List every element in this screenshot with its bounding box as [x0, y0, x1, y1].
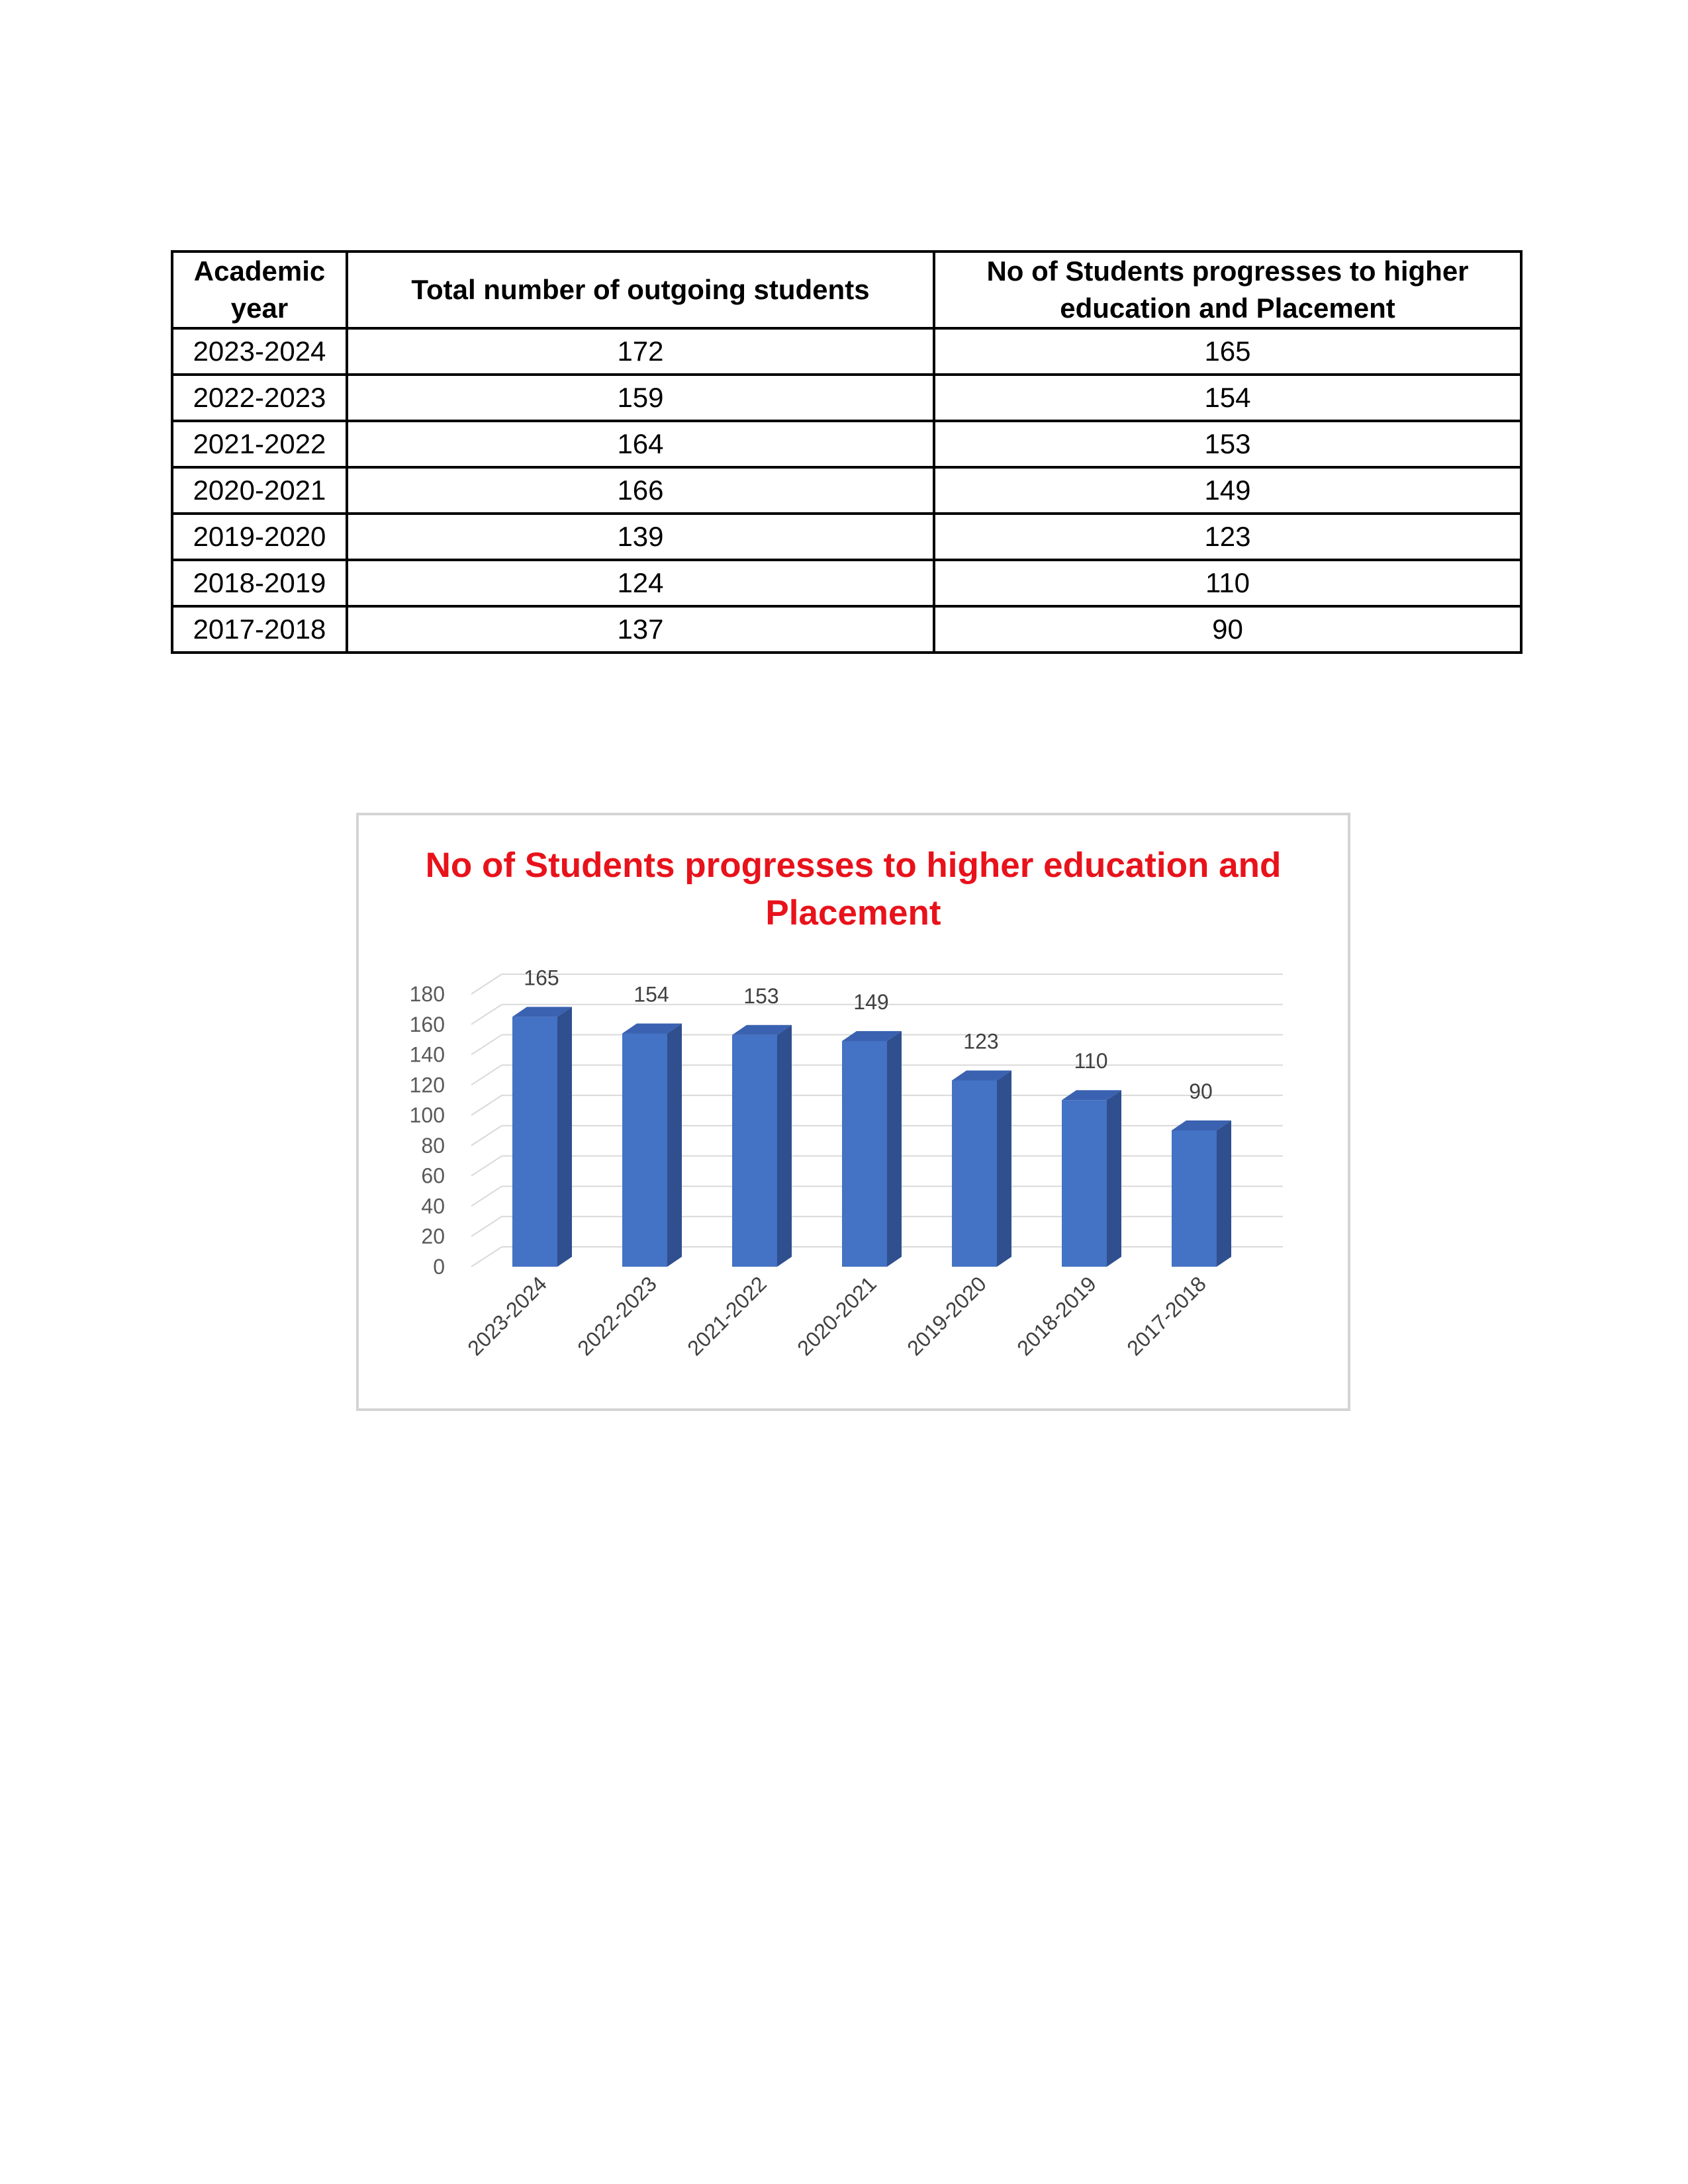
table-row — [172, 375, 1521, 421]
gridline-depth — [471, 1095, 502, 1115]
gridline-depth — [471, 1065, 502, 1085]
table-row — [172, 328, 1521, 375]
cell-progressed: 123 — [934, 514, 1521, 560]
cell-outgoing: 166 — [347, 467, 934, 514]
table-header-row — [172, 251, 1521, 328]
cell-outgoing: 137 — [347, 606, 934, 653]
bar-side — [997, 1070, 1011, 1267]
table-row — [172, 421, 1521, 467]
cell-outgoing: 124 — [347, 560, 934, 606]
gridline-depth — [471, 1005, 502, 1024]
gridline-depth — [471, 1186, 502, 1206]
gridline-depth — [471, 1156, 502, 1176]
y-tick-label: 0 — [433, 1255, 445, 1279]
bar-side — [887, 1031, 902, 1267]
data-label: 149 — [853, 989, 889, 1014]
header-progression: No of Students progresses to higher education and Placement — [934, 251, 1521, 328]
cell-year: 2021-2022 — [172, 421, 347, 467]
cell-progressed: 90 — [934, 606, 1521, 653]
cell-outgoing: 172 — [347, 328, 934, 375]
data-table — [171, 250, 1523, 654]
cell-year: 2018-2019 — [172, 560, 347, 606]
x-tick-label: 2020-2021 — [792, 1271, 881, 1361]
cell-progressed: 154 — [934, 375, 1521, 421]
bar — [1062, 1100, 1107, 1267]
bar — [512, 1017, 557, 1267]
bar — [732, 1035, 777, 1267]
cell-outgoing: 164 — [347, 421, 934, 467]
bar-side — [1107, 1090, 1121, 1267]
cell-year: 2019-2020 — [172, 514, 347, 560]
y-tick-label: 40 — [421, 1194, 445, 1218]
y-tick-label: 180 — [409, 982, 445, 1006]
y-tick-label: 60 — [421, 1163, 445, 1188]
bar-side — [1217, 1120, 1231, 1267]
data-label: 123 — [963, 1029, 999, 1054]
x-tick-label: 2017-2018 — [1122, 1271, 1211, 1361]
y-tick-label: 80 — [421, 1133, 445, 1158]
table-row — [172, 467, 1521, 514]
cell-progressed: 149 — [934, 467, 1521, 514]
data-label: 165 — [524, 966, 559, 990]
bar — [952, 1080, 997, 1267]
y-tick-label: 20 — [421, 1224, 445, 1249]
cell-progressed: 153 — [934, 421, 1521, 467]
bar-chart — [359, 815, 1348, 1408]
gridline-depth — [471, 1035, 502, 1055]
cell-progressed: 110 — [934, 560, 1521, 606]
chart-title: No of Students progresses to higher education and Placement — [425, 846, 1282, 933]
bar-side — [557, 1007, 572, 1267]
bar-side — [777, 1025, 792, 1267]
table-row — [172, 606, 1521, 653]
x-tick-label: 2021-2022 — [682, 1271, 771, 1361]
x-tick-label: 2019-2020 — [902, 1271, 991, 1361]
cell-year: 2017-2018 — [172, 606, 347, 653]
bar — [1172, 1130, 1217, 1267]
cell-outgoing: 139 — [347, 514, 934, 560]
cell-year: 2020-2021 — [172, 467, 347, 514]
cell-progressed: 165 — [934, 328, 1521, 375]
bar-side — [667, 1024, 682, 1267]
header-total-outgoing: Total number of outgoing students — [347, 251, 934, 328]
chart-frame — [356, 813, 1350, 1411]
header-academic-year: Academic year — [172, 251, 347, 328]
gridline-depth — [471, 974, 502, 994]
cell-outgoing: 159 — [347, 375, 934, 421]
gridline-depth — [471, 1126, 502, 1146]
y-tick-label: 140 — [409, 1042, 445, 1067]
y-tick-label: 120 — [409, 1073, 445, 1097]
table-row — [172, 560, 1521, 606]
bar — [622, 1034, 667, 1267]
gridline-depth — [471, 1247, 502, 1267]
data-label: 90 — [1189, 1079, 1213, 1103]
data-label: 153 — [743, 983, 779, 1008]
x-tick-label: 2023-2024 — [463, 1271, 551, 1361]
cell-year: 2023-2024 — [172, 328, 347, 375]
gridline-depth — [471, 1216, 502, 1236]
table-row — [172, 514, 1521, 560]
x-tick-label: 2018-2019 — [1012, 1271, 1101, 1361]
y-tick-label: 100 — [409, 1103, 445, 1128]
data-label: 110 — [1074, 1049, 1108, 1073]
cell-year: 2022-2023 — [172, 375, 347, 421]
bar — [842, 1041, 887, 1267]
data-label: 154 — [633, 982, 669, 1007]
y-tick-label: 160 — [409, 1012, 445, 1036]
x-tick-label: 2022-2023 — [573, 1271, 661, 1361]
